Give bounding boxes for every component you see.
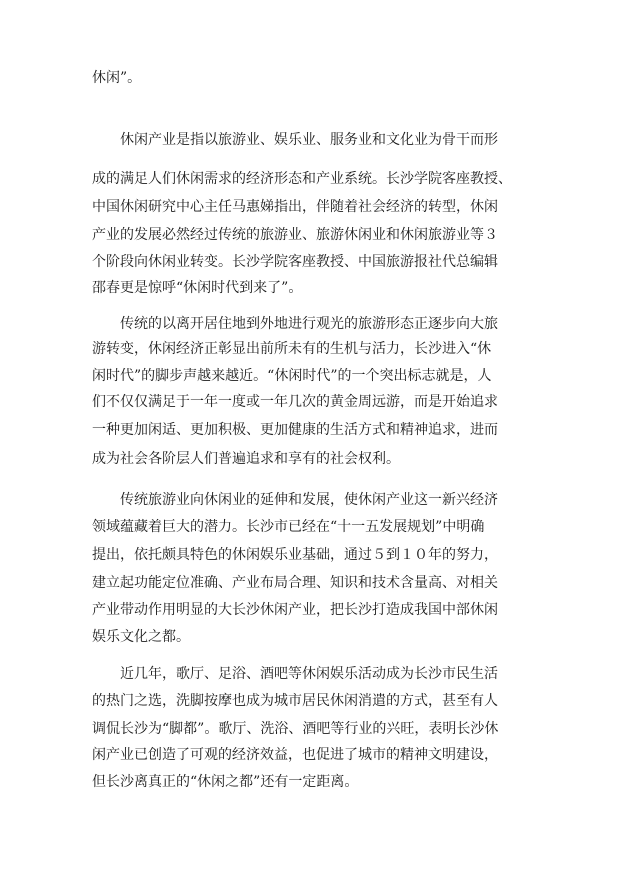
text-line: 建立起功能定位准确、产业布局合理、知识和技术含量高、对相关	[92, 575, 498, 591]
text-line: 们不仅仅满足于一年一度或一年几次的黄金周远游，而是开始追求	[92, 394, 498, 410]
text-line: 提出，依托颇具特色的休闲娱乐业基础，通过５到１０年的努力，	[92, 547, 498, 563]
text-line: 成为社会各阶层人们普遍追求和享有的社会权利。	[92, 451, 400, 467]
text-line: 但长沙离真正的“休闲之都”还有一定距离。	[92, 774, 359, 790]
text-line: 闲时代”的脚步声越来越近。“休闲时代”的一个突出标志就是，人	[92, 368, 492, 384]
text-line: 个阶段向休闲业转变。长沙学院客座教授、中国旅游报社代总编辑	[92, 254, 498, 270]
text-line: 产业带动作用明显的大长沙休闲产业，把长沙打造成我国中部休闲	[92, 602, 498, 618]
text-line: 成的满足人们休闲需求的经济形态和产业系统。长沙学院客座教授、	[92, 171, 512, 187]
text-line: 邵春更是惊呼“休闲时代到来了”。	[92, 280, 303, 296]
text-line: 调侃长沙为“脚都”。歌厅、洗浴、酒吧等行业的兴旺，表明长沙休	[92, 721, 499, 737]
text-line: 一种更加闲适、更加积极、更加健康的生活方式和精神追求，进而	[92, 422, 498, 438]
text-line: 产业的发展必然经过传统的旅游业、旅游休闲业和休闲旅游业等３	[92, 227, 498, 243]
text-line: 闲产业已创造了可观的经济效益，也促进了城市的精神文明建设，	[92, 747, 498, 763]
text-line: 的热门之选，洗脚按摩也成为城市居民休闲消遣的方式，甚至有人	[92, 693, 498, 709]
text-line: 休闲”。	[92, 70, 142, 86]
text-line: 领域蕴藏着巨大的潜力。长沙市已经在“十一五发展规划”中明确	[92, 519, 485, 535]
paragraph-first-line: 传统旅游业向休闲业的延伸和发展，使休闲产业这一新兴经济	[120, 492, 498, 508]
text-line: 游转变，休闲经济正彰显出前所未有的生机与活力，长沙进入“休	[92, 341, 492, 357]
paragraph-first-line: 传统的以离开居住地到外地进行观光的旅游形态正逐步向大旅	[120, 316, 498, 332]
text-line: 娱乐文化之都。	[92, 629, 190, 645]
paragraph-first-line: 近几年，歌厅、足浴、酒吧等休闲娱乐活动成为长沙市民生活	[120, 666, 498, 682]
text-line: 中国休闲研究中心主任马惠娣指出，伴随着社会经济的转型，休闲	[92, 199, 498, 215]
paragraph-first-line: 休闲产业是指以旅游业、娱乐业、服务业和文化业为骨干而形	[120, 132, 498, 148]
